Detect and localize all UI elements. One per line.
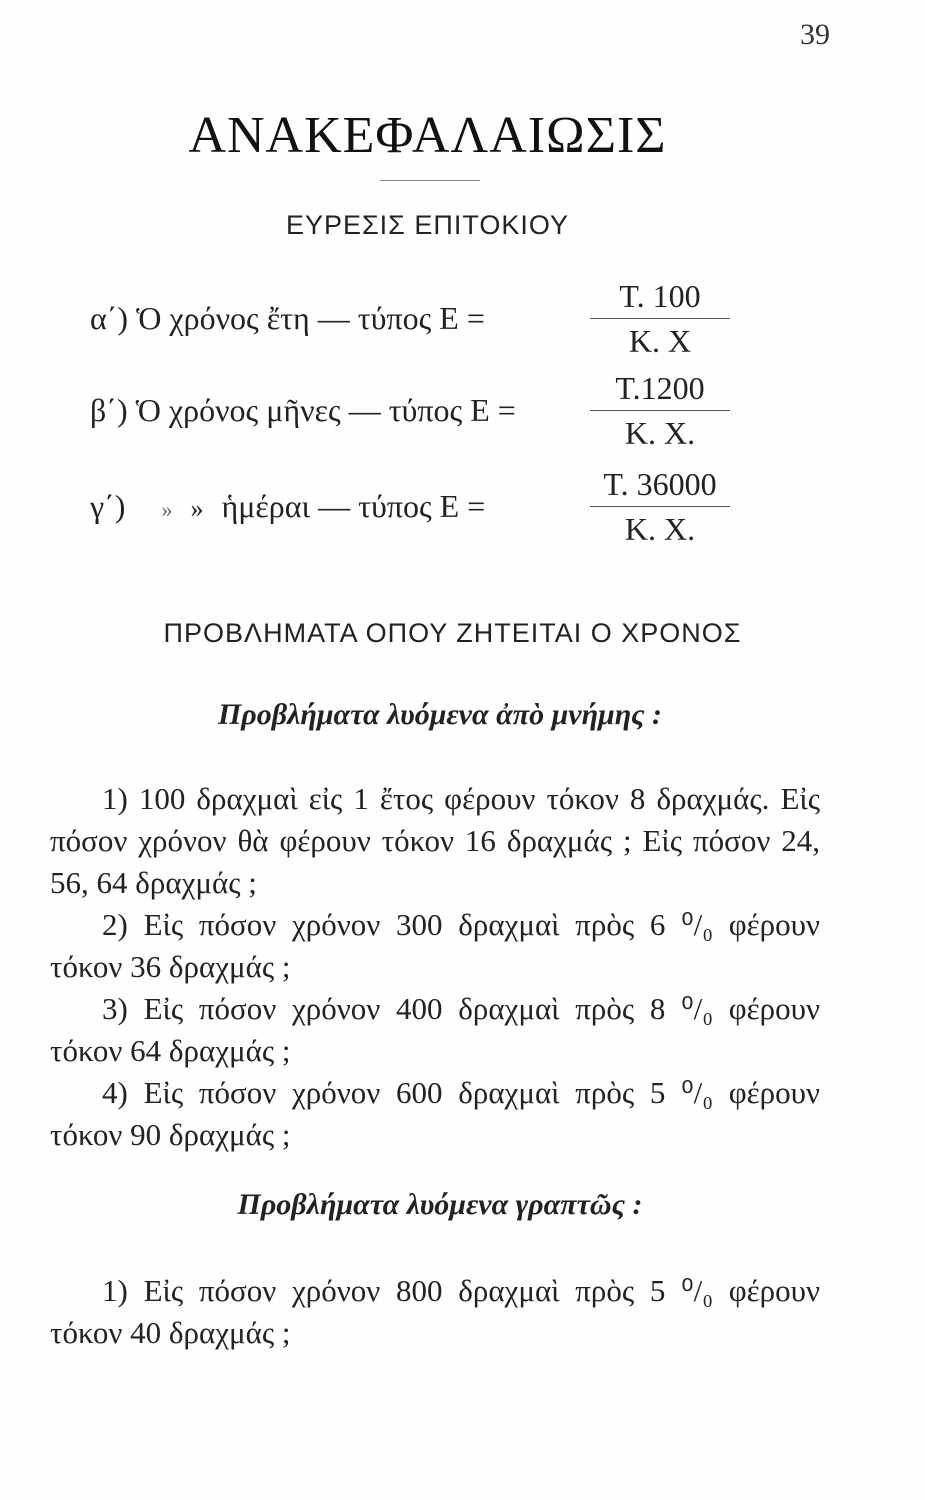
formula-label-prefix: γ΄) [90,488,126,524]
formula-years [90,278,750,368]
formula-label: β΄) Ὁ χρόνος μῆνες — τύπος Ε = [90,392,516,428]
written-problems-heading: Προβλήματα λυόμενα γραπτῶς : [237,1188,643,1221]
formula-fraction [580,278,740,359]
fraction-denominator: Κ. Χ. [624,415,696,451]
oral-problems-heading: Προβλήματα λυόμενα ἀπὸ μνήμης : [217,698,663,731]
oral-problem-3: 3) Εἰς πόσον χρόνον 400 δραχμαὶ πρὸς 8 ⁰/₀ φέρουν τόκον 64 δραχμάς ; [50,991,820,1068]
oral-problem-1: 1) 100 δραχμαὶ εἰς 1 ἔτος φέρουν τόκον 8 δραχμάς. Εἰς πόσον χρόνον θὰ φέρουν τόκον 16 δραχμάς ; Εἰς πόσον 24, 56, 64 δραχμάς ; [50,781,820,900]
fraction-denominator: Κ. Χ. [624,511,696,547]
formula-label [90,488,485,525]
page-number: 39 [800,18,830,51]
fraction-bar [590,318,730,319]
written-problem-1: 1) Εἰς πόσον χρόνον 800 δραχμαὶ πρὸς 5 ⁰/₀ φέρουν τόκον 40 δραχμάς ; [50,1273,820,1350]
formula-fraction [580,466,740,547]
title-divider [380,180,480,181]
fraction-denominator: Κ. Χ [628,323,692,359]
section-subtitle: ΕΥΡΕΣΙΣ ΕΠΙΤΟΚΙΟΥ [285,210,570,240]
formula-label-suffix: ἡμέραι — τύπος Ε = [221,488,486,524]
oral-problem-2: 2) Εἰς πόσον χρόνον 300 δραχμαὶ πρὸς 6 ⁰/₀ φέρουν τόκον 36 δραχμάς ; [50,907,820,984]
ditto-mark: » [190,494,204,523]
page-title: ΑΝΑΚΕΦΑΛΑΙΩΣΙΣ [188,107,667,164]
fraction-bar [590,506,730,507]
fraction-numerator: Τ. 100 [619,278,701,314]
formula-label: α΄) Ὁ χρόνος ἔτη — τύπος Ε = [90,300,485,336]
oral-problem-4: 4) Εἰς πόσον χρόνον 600 δραχμαὶ πρὸς 5 ⁰/₀ φέρουν τόκον 90 δραχμάς ; [50,1075,820,1152]
fraction-numerator: Τ.1200 [615,370,705,406]
formula-fraction [580,370,740,451]
problems-section-heading: ΠΡΟΒΛΗΜΑΤΑ ΟΠΟΥ ΖΗΤΕΙΤΑΙ Ο ΧΡΟΝΟΣ [163,618,742,648]
ditto-mark: » [161,497,173,522]
fraction-numerator: Τ. 36000 [603,466,717,502]
fraction-bar [590,410,730,411]
formula-months [90,370,750,460]
formula-days [90,466,750,556]
